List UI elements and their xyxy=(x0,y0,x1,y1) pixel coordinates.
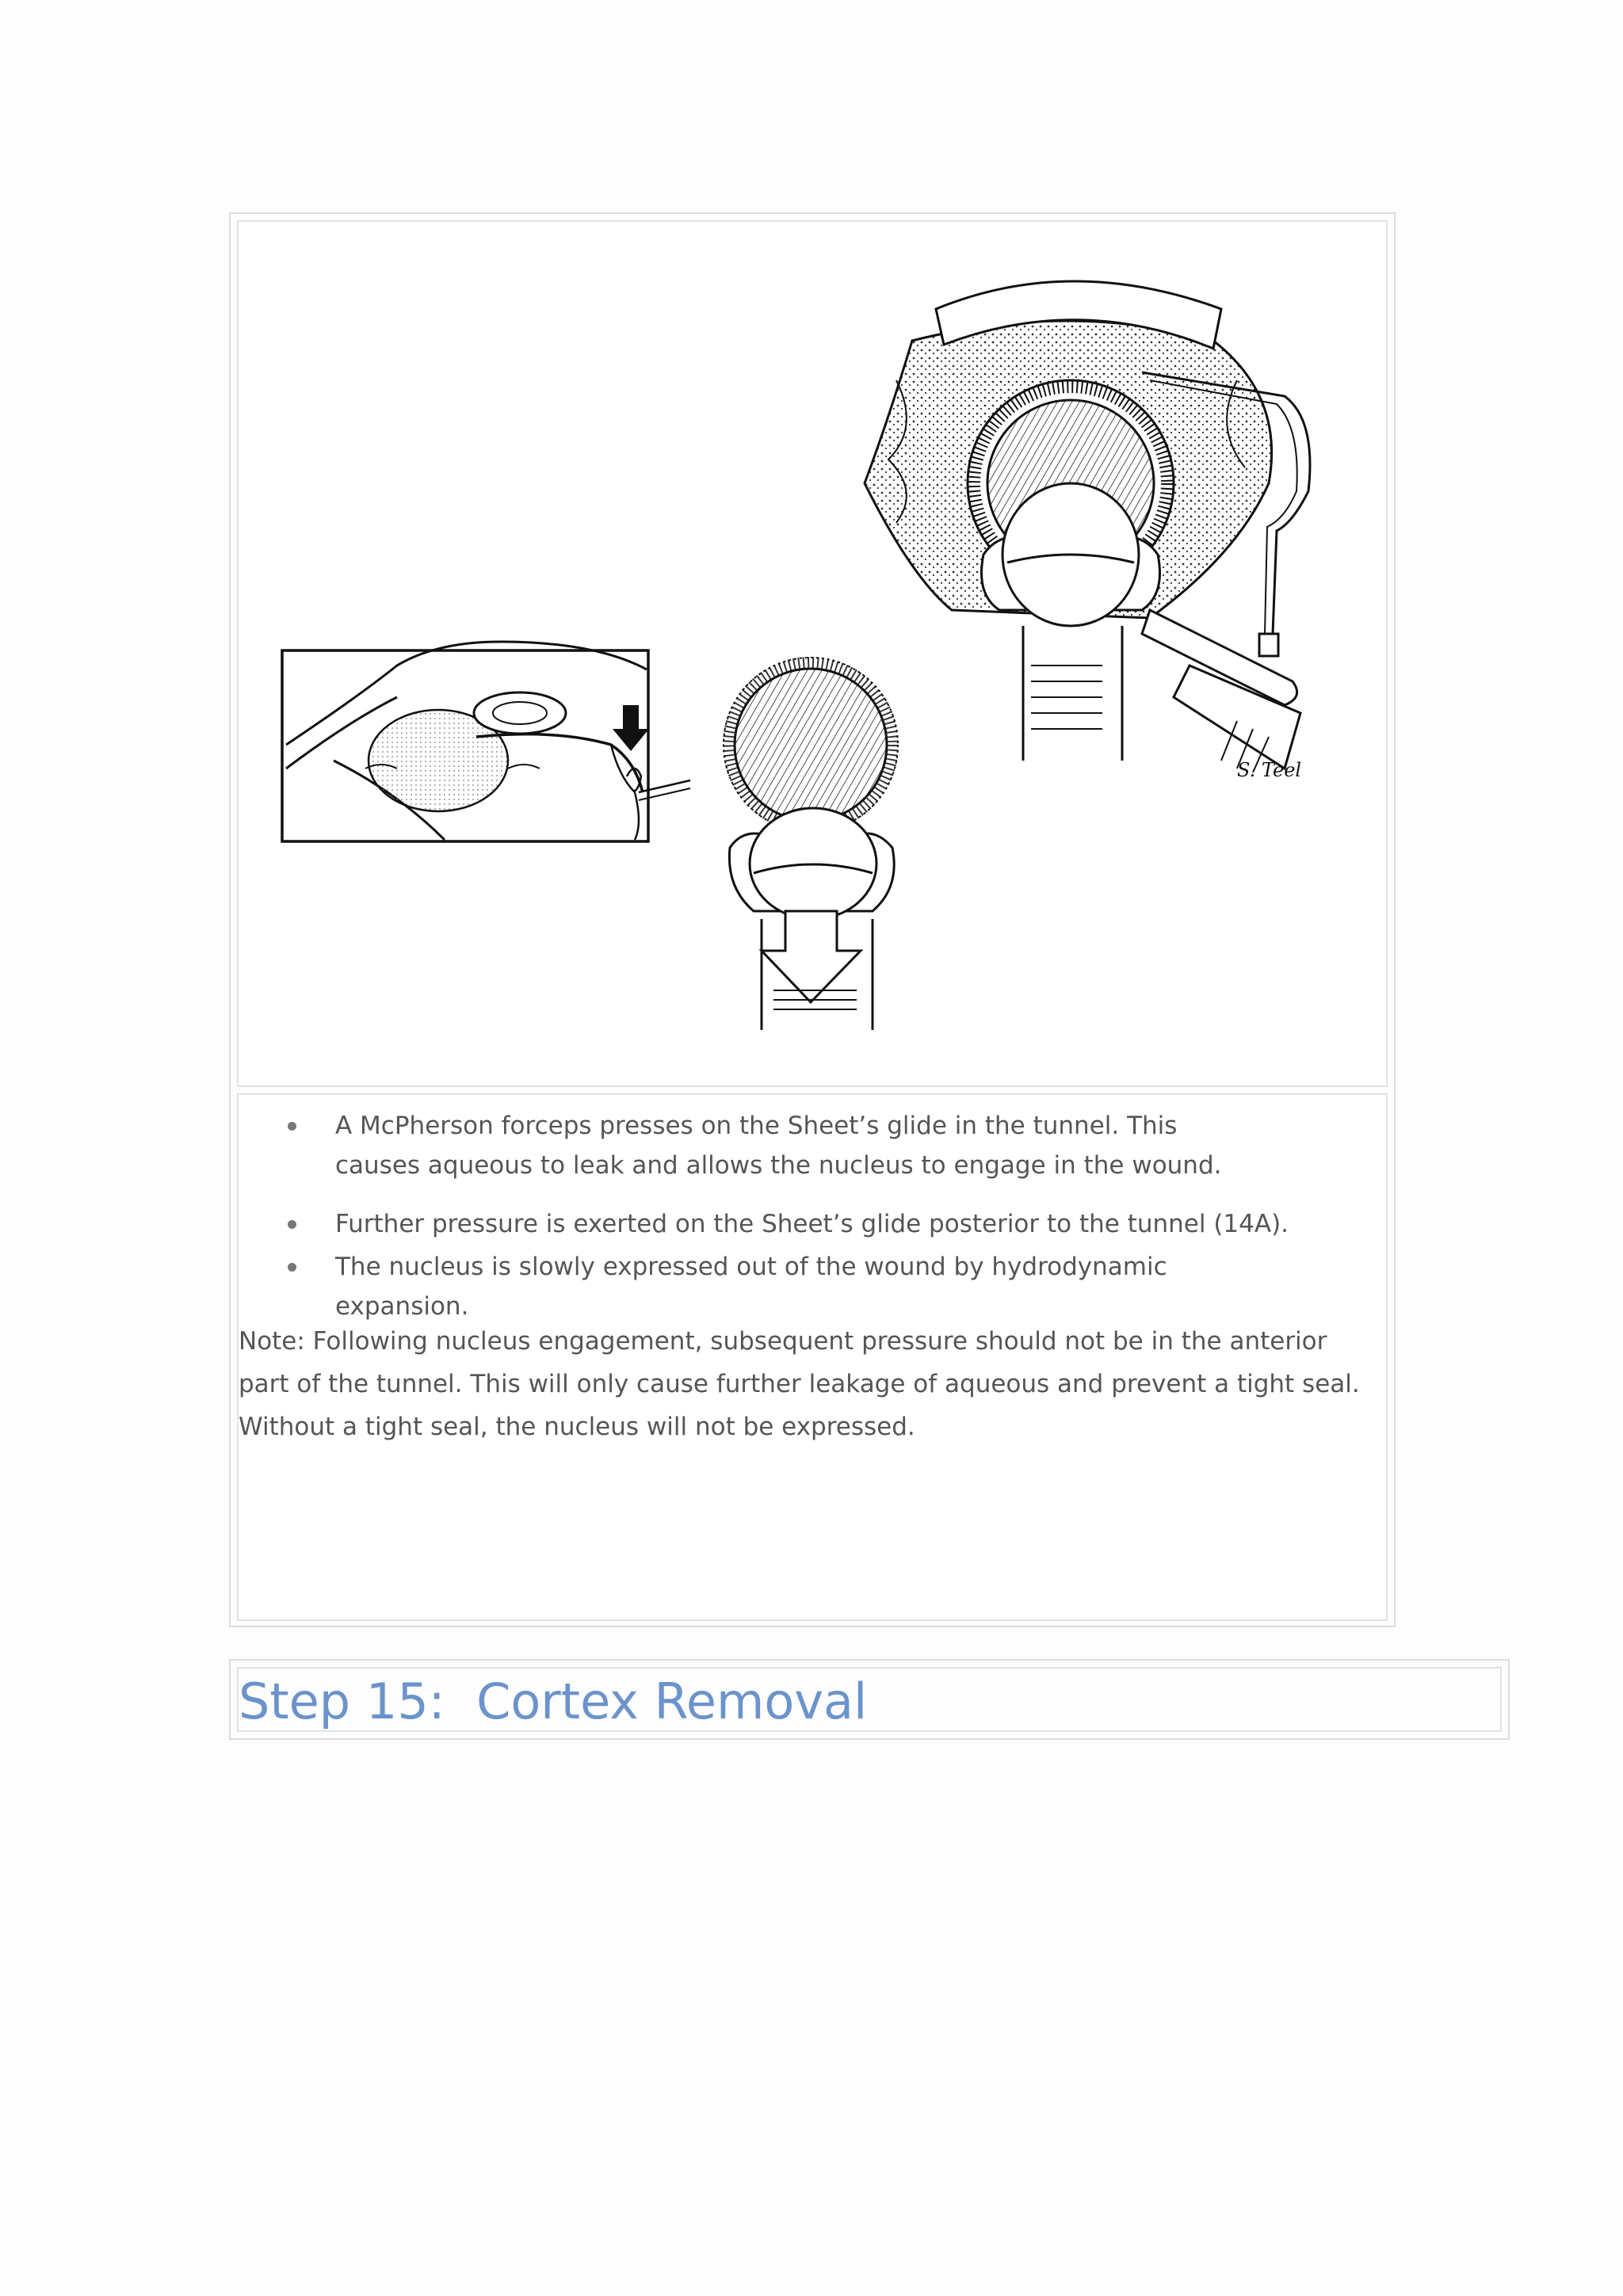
step-heading-box xyxy=(229,1659,1510,1740)
bullet-text-line: A McPherson forceps presses on the Sheet’s glide in the tunnel. This xyxy=(335,1112,1178,1140)
note-line: part of the tunnel. This will only cause further leakage of aqueous and prevent a tight seal. xyxy=(239,1370,1360,1398)
bullet-dot-icon xyxy=(288,1122,296,1131)
figure-cell xyxy=(237,220,1388,1087)
bullet-dot-icon xyxy=(288,1220,296,1229)
surgical-eye-view xyxy=(865,281,1310,772)
step-heading: Step 15: Cortex Removal xyxy=(239,1672,868,1730)
note-line: Note: Following nucleus engagement, subsequent pressure should not be in the anterior xyxy=(239,1327,1327,1356)
bullet-text-line: causes aqueous to leak and allows the nucleus to engage in the wound. xyxy=(335,1151,1222,1180)
artist-signature: S. Teel xyxy=(1237,759,1302,781)
note-paragraph xyxy=(239,1320,1384,1448)
note-line: Without a tight seal, the nucleus will not be expressed. xyxy=(239,1413,915,1441)
content-table xyxy=(229,212,1396,1627)
step-heading-cell xyxy=(237,1667,1502,1732)
bullet-text-line: Further pressure is exerted on the Sheet’s glide posterior to the tunnel (14A). xyxy=(335,1210,1289,1238)
bullet-text-line: The nucleus is slowly expressed out of the wound by hydrodynamic expansion. xyxy=(335,1253,1167,1321)
surgical-illustration xyxy=(239,222,1386,1085)
cross-section-inset xyxy=(282,642,690,841)
bullet-dot-icon xyxy=(288,1263,296,1272)
nucleus-front-view xyxy=(724,658,898,1030)
text-cell xyxy=(237,1093,1388,1621)
